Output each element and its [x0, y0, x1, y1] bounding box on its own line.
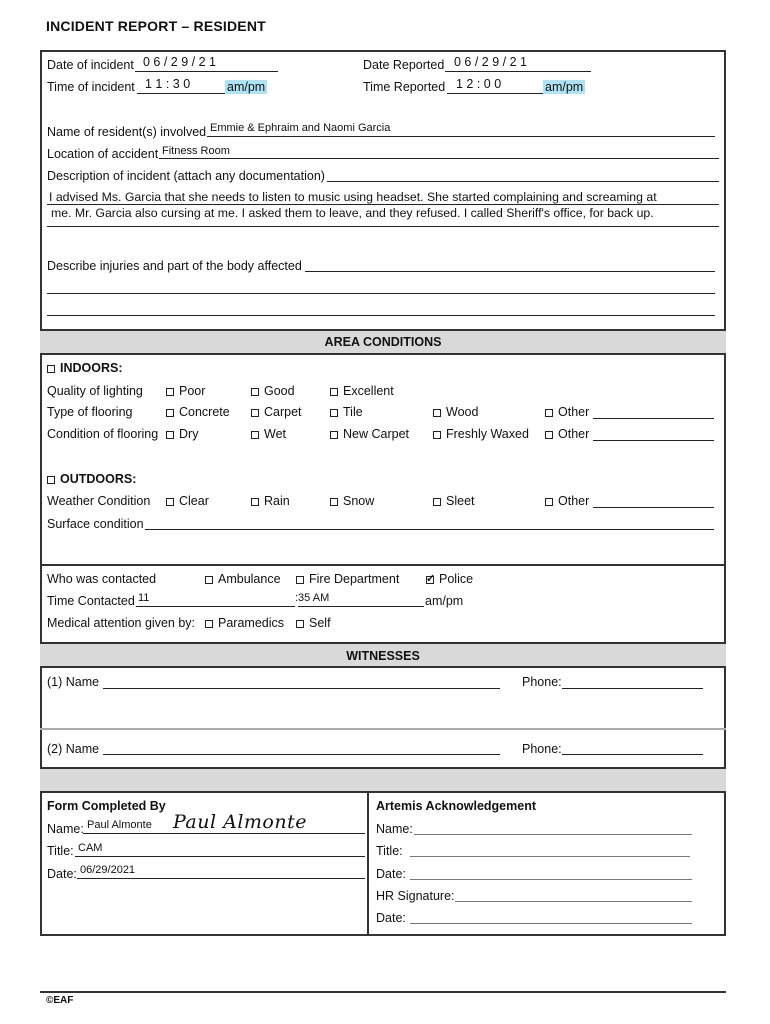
lighting-label: Quality of lighting: [47, 384, 143, 398]
flooring-option-carpet[interactable]: Carpet: [251, 405, 302, 419]
description-line-1[interactable]: I advised Ms. Garcia that she needs to listen to music using headset. She started complaining and screaming at: [49, 190, 657, 204]
date-reported-label: Date Reported: [363, 58, 445, 72]
residents-value[interactable]: Emmie & Ephraim and Naomi Garcia: [210, 122, 391, 134]
flooring-option-tile[interactable]: Tile: [330, 405, 363, 419]
flooring-label: Type of flooring: [47, 405, 133, 419]
ack-title: Artemis Acknowledgement: [376, 799, 536, 813]
outdoors-heading: OUTDOORS:: [47, 472, 136, 486]
weather-option-clear[interactable]: Clear: [166, 494, 209, 508]
completed-title-value[interactable]: CAM: [78, 842, 103, 854]
description-line-2[interactable]: me. Mr. Garcia also cursing at me. I asked them to leave, and they refused. I called Sheriff's office, for back up.: [51, 206, 654, 220]
weather-option-sleet[interactable]: Sleet: [433, 494, 475, 508]
witness-2-phone-label: Phone:: [522, 742, 562, 756]
page-title: INCIDENT REPORT – RESIDENT: [46, 18, 266, 34]
condition-option-other[interactable]: Other: [545, 427, 589, 441]
weather-option-other[interactable]: Other: [545, 494, 589, 508]
completed-date-value[interactable]: 06/29/2021: [80, 864, 136, 876]
ack-date-label: Date:: [376, 867, 406, 881]
medical-option-self[interactable]: Self: [296, 616, 331, 630]
flooring-option-concrete[interactable]: Concrete: [166, 405, 230, 419]
date-incident-value[interactable]: 0 6 / 2 9 / 2 1: [143, 55, 216, 69]
lighting-option-poor[interactable]: Poor: [166, 384, 205, 398]
witness-1-phone-label: Phone:: [522, 675, 562, 689]
ack-title-label: Title:: [376, 844, 403, 858]
condition-label: Condition of flooring: [47, 427, 159, 441]
condition-option-freshly-waxed[interactable]: Freshly Waxed: [433, 427, 529, 441]
location-value[interactable]: Fitness Room: [162, 145, 230, 157]
witness-2-name-label: (2) Name: [47, 742, 100, 756]
condition-option-new-carpet[interactable]: New Carpet: [330, 427, 409, 441]
indoors-heading: INDOORS:: [47, 361, 123, 375]
location-label: Location of accident: [47, 147, 159, 161]
medical-option-paramedics[interactable]: Paramedics: [205, 616, 284, 630]
completed-title-label: Title:: [47, 844, 74, 858]
indoors-checkbox[interactable]: [47, 365, 55, 373]
outdoors-checkbox[interactable]: [47, 476, 55, 484]
area-conditions-title: AREA CONDITIONS: [324, 335, 442, 349]
time-reported-ampm[interactable]: am/pm: [545, 80, 584, 94]
description-label: Description of incident (attach any documentation): [47, 169, 325, 183]
time-contacted-minutes[interactable]: :35 AM: [295, 592, 330, 604]
time-incident-ampm[interactable]: am/pm: [227, 80, 266, 94]
ack-date2-label: Date:: [376, 911, 406, 925]
witnesses-title: WITNESSES: [346, 649, 420, 663]
time-reported-value[interactable]: 1 2 : 0 0: [456, 77, 502, 91]
empty-band: [40, 767, 726, 793]
condition-option-dry[interactable]: Dry: [166, 427, 198, 441]
time-reported-label: Time Reported: [363, 80, 446, 94]
weather-option-snow[interactable]: Snow: [330, 494, 374, 508]
lighting-option-excellent[interactable]: Excellent: [330, 384, 394, 398]
lighting-option-good[interactable]: Good: [251, 384, 295, 398]
witness-1-name-label: (1) Name: [47, 675, 100, 689]
who-contacted-label: Who was contacted: [47, 572, 157, 586]
weather-option-rain[interactable]: Rain: [251, 494, 290, 508]
flooring-option-other[interactable]: Other: [545, 405, 589, 419]
time-incident-label: Time of incident: [47, 80, 135, 94]
contact-option-police[interactable]: ✓ Police: [426, 572, 473, 586]
completed-name-label: Name:: [47, 822, 84, 836]
time-contacted-label: Time Contacted: [47, 594, 135, 608]
signature: Paul Almonte: [173, 811, 307, 833]
flooring-option-wood[interactable]: Wood: [433, 405, 478, 419]
injuries-label: Describe injuries and part of the body affected: [47, 259, 302, 273]
time-contacted-ampm: am/pm: [425, 594, 464, 608]
time-incident-value[interactable]: 1 1 : 3 0: [145, 77, 191, 91]
completed-date-label: Date:: [47, 867, 77, 881]
date-incident-label: Date of incident: [47, 58, 134, 72]
police-checked-icon[interactable]: [426, 576, 434, 584]
contact-option-fire-department[interactable]: Fire Department: [296, 572, 399, 586]
date-reported-value[interactable]: 0 6 / 2 9 / 2 1: [454, 55, 527, 69]
medical-label: Medical attention given by:: [47, 616, 196, 630]
weather-label: Weather Condition: [47, 494, 151, 508]
contact-option-ambulance[interactable]: Ambulance: [205, 572, 281, 586]
surface-label: Surface condition: [47, 517, 144, 531]
ack-hr-signature-label: HR Signature:: [376, 889, 455, 903]
condition-option-wet[interactable]: Wet: [251, 427, 286, 441]
residents-label: Name of resident(s) involved: [47, 125, 207, 139]
footer-copyright: ©EAF: [46, 995, 74, 1006]
ack-name-label: Name:: [376, 822, 413, 836]
completed-name-value[interactable]: Paul Almonte: [87, 819, 152, 831]
form-completed-title: Form Completed By: [47, 799, 166, 813]
time-contacted-hour[interactable]: 11: [138, 592, 150, 604]
